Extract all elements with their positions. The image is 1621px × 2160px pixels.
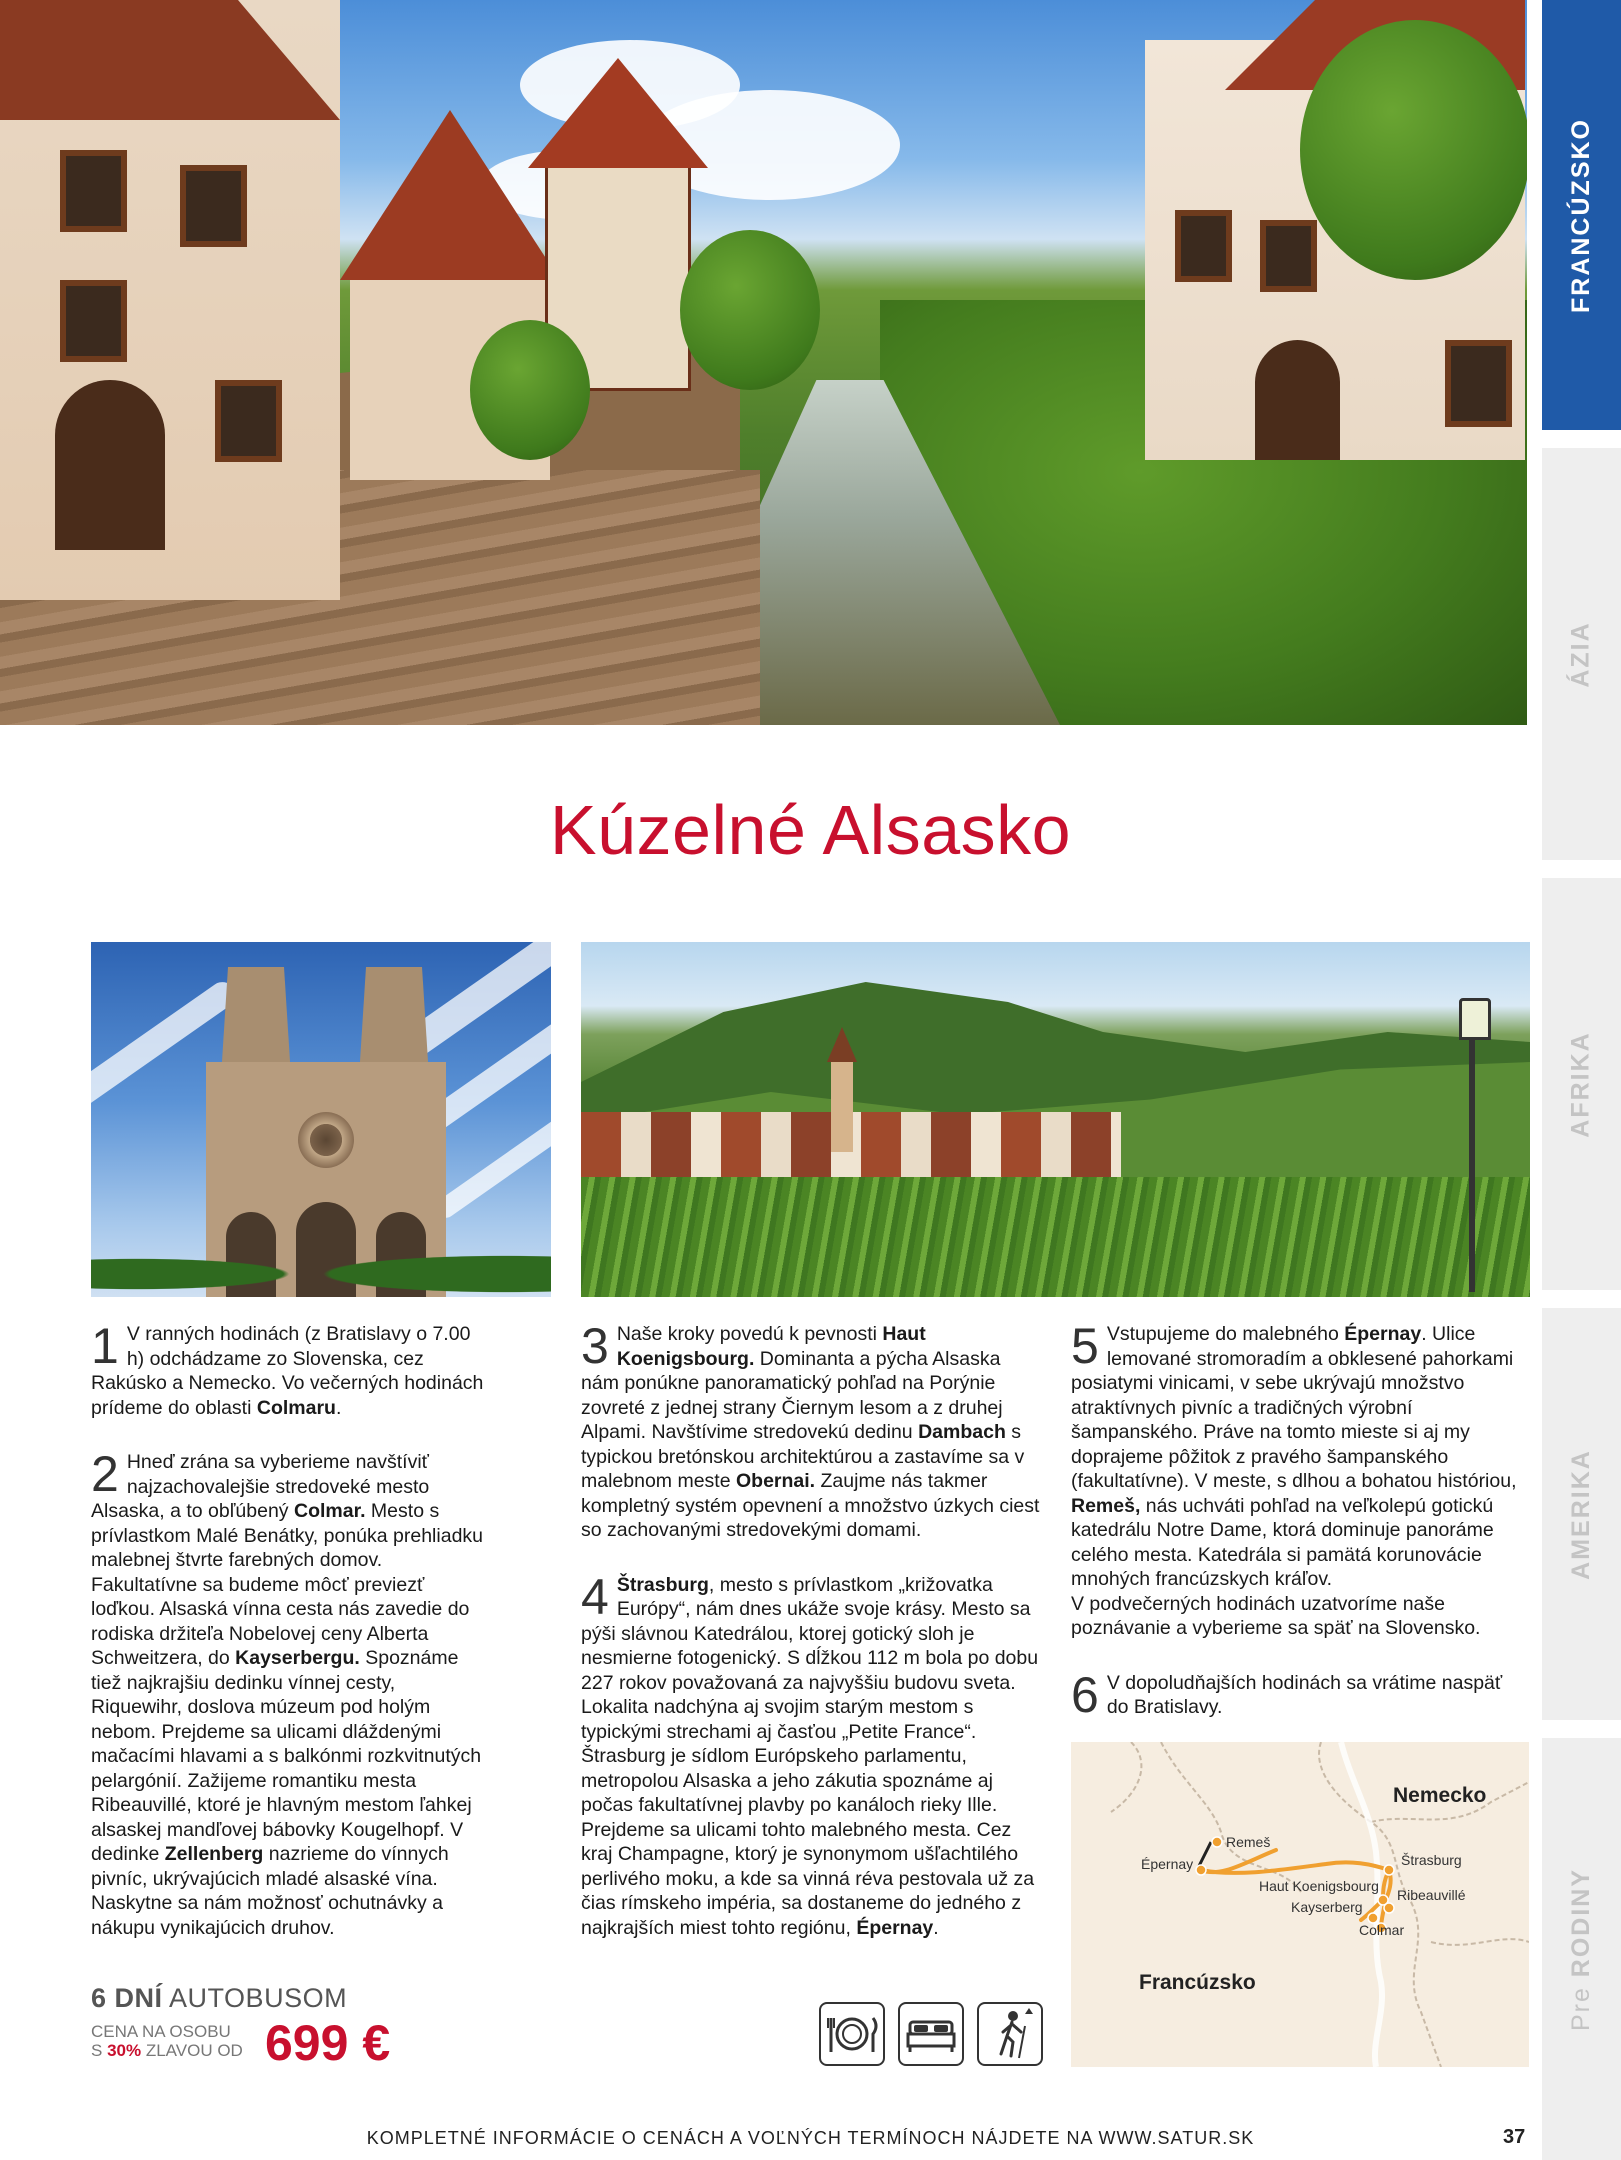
tab-pre-rodiny[interactable] [1542,1738,1621,2160]
tab-afrika[interactable] [1542,878,1621,1290]
route-map [1071,1742,1529,2067]
tab-label: RODINY [1567,1867,1595,1977]
discount-percent: 30% [107,2041,142,2060]
trip-duration [91,1983,347,2014]
day-number: 4 [581,1568,609,1625]
day-text: Naše kroky povedú k pevnosti [616,1323,883,1345]
day-text: , mesto s prívlastkom „križovatka Európy“, nám dnes ukáže svoje krásy. Mesto sa pýši slávnou Katedrálou, ktorej gotický sloh je nesmierne fotogenický. S dĺžkou 112 m bola po dobu 227 rokov považovaná za najvyššiu budovu sveta. Lokalita nadchýna aj svojim starým mestom s typickými strechami aj časťou „Petite France“. Štrasburg je sídlom Európskeho parlamentu, metropolou Alsaska a jeho zákutia spoznáme aj počas fakultatívnej plavby po kanáloch rieky Ille. Prejdeme sa ulicami tohto malebného mesta. Cez kraj Champagne, ktorý je synonymom ušľachtilého perlivého moku, a kde sa vinná réva pestovala už za čias rímskeho impéria, sa dostaneme do jedného z najkrajších miest tohto regiónu, [581,1573,1039,1939]
map-place-label: Colmar [1359,1922,1405,1938]
day-highlight: Dambach [918,1421,1006,1443]
day-highlight: Épernay [1344,1323,1422,1345]
price-amount: 699 € [265,2015,391,2071]
day-text: nás uchváti pohľad na veľkolepú gotickú katedrálu Notre Dame, ktorá dominuje panoráme celého mesta. Katedrála si pamätá korunovácie mnohých francúzskych kráľov. [1071,1494,1494,1590]
bed-icon [898,2002,964,2066]
tab-label-prefix: Pre [1567,1985,1595,2031]
day-3 [581,1318,1041,1543]
day-highlight: Štrasburg [616,1573,709,1596]
day-2 [91,1446,491,1940]
map-place-label: Épernay [1141,1856,1194,1872]
page-title: Kúzelné Alsasko [549,791,1072,869]
day-text: Zaujme nás takmer kompletný systém opevnení a množstvo úzkych ciest so zachovanými stredovekými domami. [581,1470,1040,1541]
day-highlight: Kayserbergu. [235,1647,360,1669]
itinerary-column-3 [1071,1318,1529,1750]
meal-icon [819,2002,885,2066]
tab-label: AFRIKA [1567,1030,1595,1138]
day-4 [581,1568,1041,1941]
tab-label: FRANCÚZSKO [1567,117,1595,313]
itinerary-column-2 [581,1318,1041,1970]
village-vineyard-photo [581,942,1530,1297]
map-place-label: Štrasburg [1401,1852,1462,1868]
day-number: 6 [1071,1666,1099,1723]
day-highlight: Remeš, [1071,1494,1141,1517]
day-text: nazrieme do vínnych pivníc, ukrývajúcich mladé alsaské vína. Naskytne sa nám možnosť ochutnávky a nákupu vynikajúcich druhov. [91,1843,449,1939]
day-text: . Ulice lemované stromoradím a obklesené pahorkami posiatymi vinicami, v sebe ukrývajú množstvo atraktívnych pivníc a tradičných výrobní šampanského. Práve na tomto mieste si aj my doprajeme pôžitok z pravého šampanského (fakultatívne). V meste, s dlhou a bohatou históriou, [1071,1323,1517,1492]
day-highlight: Colmar. [293,1500,366,1522]
day-5 [1071,1318,1529,1641]
tab-amerika[interactable] [1542,1308,1621,1720]
cathedral-photo [91,942,551,1297]
day-number: 2 [91,1446,119,1502]
price-label-line1: CENA NA OSOBU [91,2022,231,2041]
duration-days: 6 DNÍ [91,1983,163,2013]
tab-label: AMERIKA [1567,1448,1596,1580]
day-text: s typickou bretónskou architektúrou a zastavíme sa v malebnom meste [581,1421,1025,1492]
price-label-pre: S [91,2041,103,2060]
itinerary-column-1 [91,1318,491,1970]
day-highlight: Épernay [856,1916,934,1939]
page-number: 37 [1503,2126,1526,2148]
day-text: Vstupujeme do malebného [1106,1323,1345,1345]
tab-francuzsko[interactable] [1542,0,1621,430]
footer-info: KOMPLETNÉ INFORMÁCIE O CENÁCH A VOĽNÝCH TERMÍNOCH NÁJDETE NA WWW.SATUR.SK [366,2128,1255,2148]
map-place-label: Remeš [1226,1834,1271,1850]
day-text: . [933,1916,939,1939]
day-text: Spoznáme tiež najkrajšiu dedinku vínnej cesty, Riquewihr, doslova múzeum pod holým nebom. Prejdeme sa ulicami dláždenými mačacími hlavami a s balkónmi rozkvitnutých pelargónií. Zažijeme romantiku mesta Ribeauvillé, ktoré je hlavným mestom ľahkej alsaskej mandľovej bábovky Kougelhopf. V dedinke [91,1647,482,1865]
day-text: V ranných hodinách (z Bratislavy o 7.00 h) odchádzame zo Slovenska, cez Rakúsko a Nemecko. Vo večerných hodinách prídeme do oblasti [91,1323,484,1419]
price-label-post: ZLAVOU OD [145,2041,243,2060]
day-highlight: Obernai. [735,1470,816,1492]
map-place-label: Ribeauvillé [1397,1887,1466,1903]
day-text: . [335,1396,342,1419]
hiking-icon [977,2002,1043,2066]
transport-type: AUTOBUSOM [169,1983,348,2013]
tab-label: ÁZIA [1566,620,1595,688]
day-text: V podvečerných hodinách uzatvoríme naše poznávanie a vyberieme sa späť na Slovensko. [1071,1592,1481,1639]
map-place-label: Haut Koenigsbourg [1259,1878,1379,1894]
day-text: Dominanta a pýcha Alsaska nám ponúkne panoramatický pohľad na Porýnie zovreté z jednej strany Čiernym lesom a z druhej Alpami. Navštívime stredovekú dedinu [581,1347,1003,1443]
day-text: Mesto s prívlastkom Malé Benátky, ponúka prehliadku malebnej štvrte farebných domov. Fakultatívne sa budeme môcť previezť loďkou. Alsaská vínna cesta nás zavedie do rodiska držiteľa Nobelovej ceny Alberta Schweitzera, do [91,1500,484,1669]
day-highlight: Haut Koenigsbourg. [616,1323,926,1370]
hero-photo-alsace-village [0,0,1527,725]
day-number: 5 [1071,1318,1099,1374]
price-label [91,2022,243,2060]
day-1 [91,1318,491,1420]
day-number: 3 [581,1318,609,1374]
map-country-label: Francúzsko [1139,1971,1256,1994]
day-6 [1071,1666,1529,1723]
day-number: 1 [91,1318,119,1374]
map-country-label: Nemecko [1393,1784,1487,1807]
day-highlight: Colmaru [256,1396,336,1419]
day-highlight: Zellenberg [164,1843,264,1865]
map-place-label: Kayserberg [1291,1899,1363,1915]
day-text: Hneď zrána sa vyberieme navštíviť najzachovalejšie stredoveké mesto Alsaska, a to obľúbený [91,1451,430,1522]
day-text: V dopoludňajších hodinách sa vrátime naspäť do Bratislavy. [1106,1671,1503,1718]
